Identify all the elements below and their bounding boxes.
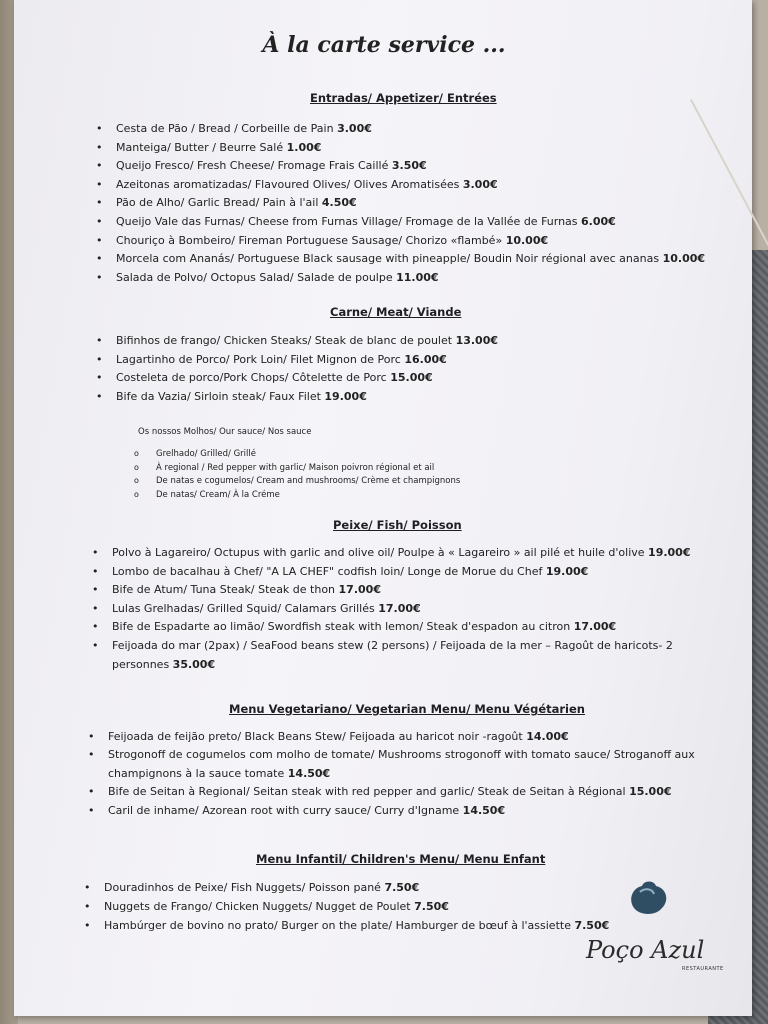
sauces-list <box>134 449 460 503</box>
infantil-list <box>84 878 609 935</box>
menu-item: • Bife de Seitan à Regional/ Seitan steak with red pepper and garlic/ Steak de Seitan à Régional 15.00€ <box>88 783 695 801</box>
section-heading-vegetariano: Menu Vegetariano/ Vegetarian Menu/ Menu Végétarien <box>229 702 585 716</box>
section-heading-entradas: Entradas/ Appetizer/ Entrées <box>310 91 497 105</box>
menu-title: À la carte service ... <box>262 32 506 58</box>
restaurant-logo-subtitle: RESTAURANTE <box>682 966 724 972</box>
restaurant-logo-name: Poço Azul <box>586 936 705 964</box>
menu-item: • Azeitonas aromatizadas/ Flavoured Olives/ Olives Aromatisées 3.00€ <box>96 176 705 195</box>
sauce-item: o De natas e cogumelos/ Cream and mushrooms/ Crème et champignons <box>134 476 460 490</box>
sauces-heading: Os nossos Molhos/ Our sauce/ Nos sauce <box>138 427 312 437</box>
menu-item: • Bifinhos de frango/ Chicken Steaks/ Steak de blanc de poulet 13.00€ <box>96 332 498 351</box>
menu-item: • Lulas Grelhadas/ Grilled Squid/ Calamars Grillés 17.00€ <box>92 600 691 619</box>
menu-item: • Feijoada de feijão preto/ Black Beans Stew/ Feijoada au haricot noir -ragoût 14.00€ <box>88 728 695 746</box>
carne-list <box>96 332 498 406</box>
menu-item: • Douradinhos de Peixe/ Fish Nuggets/ Poisson pané 7.50€ <box>84 878 609 897</box>
menu-item: • Costeleta de porco/Pork Chops/ Côtelette de Porc 15.00€ <box>96 369 498 388</box>
menu-item: • Cesta de Pão / Bread / Corbeille de Pain 3.00€ <box>96 120 705 139</box>
menu-item: • Strogonoff de cogumelos com molho de tomate/ Mushrooms strogonoff with tomato sauce/ Stroganoff aux champignons à la sauce tomate 14.50€ <box>88 746 695 783</box>
menu-item: • Salada de Polvo/ Octopus Salad/ Salade de poulpe 11.00€ <box>96 269 705 288</box>
peixe-list <box>92 544 691 674</box>
restaurant-logo-icon <box>626 878 670 918</box>
entradas-list <box>96 120 705 287</box>
section-heading-peixe: Peixe/ Fish/ Poisson <box>333 518 462 532</box>
menu-item: • Nuggets de Frango/ Chicken Nuggets/ Nugget de Poulet 7.50€ <box>84 897 609 916</box>
menu-item: • Hambúrger de bovino no prato/ Burger on the plate/ Hamburger de bœuf à l'assiette 7.50€ <box>84 916 609 935</box>
menu-item: • Polvo à Lagareiro/ Octupus with garlic and olive oil/ Poulpe à « Lagareiro » ail pilé et huile d'olive 19.00€ <box>92 544 691 563</box>
sauce-item: o Grelhado/ Grilled/ Grillé <box>134 449 460 463</box>
sauce-item: o De natas/ Cream/ À la Créme <box>134 490 460 504</box>
menu-item: • Bife de Espadarte ao limão/ Swordfish steak with lemon/ Steak d'espadon au citron 17.00€ <box>92 618 691 637</box>
menu-item: • Bife de Atum/ Tuna Steak/ Steak de thon 17.00€ <box>92 581 691 600</box>
sauce-item: o À regional / Red pepper with garlic/ Maison poivron régional et ail <box>134 463 460 477</box>
menu-item: • Queijo Fresco/ Fresh Cheese/ Fromage Frais Caillé 3.50€ <box>96 157 705 176</box>
menu-item: • Manteiga/ Butter / Beurre Salé 1.00€ <box>96 139 705 158</box>
section-heading-carne: Carne/ Meat/ Viande <box>330 305 462 319</box>
section-heading-infantil: Menu Infantil/ Children's Menu/ Menu Enfant <box>256 852 546 866</box>
menu-item: • Pão de Alho/ Garlic Bread/ Pain à l'ail 4.50€ <box>96 194 705 213</box>
vegetariano-list <box>88 728 695 820</box>
menu-item: • Lombo de bacalhau à Chef/ "A LA CHEF" codfish loin/ Longe de Morue du Chef 19.00€ <box>92 563 691 582</box>
menu-item: • Lagartinho de Porco/ Pork Loin/ Filet Mignon de Porc 16.00€ <box>96 351 498 370</box>
menu-item: • Caril de inhame/ Azorean root with curry sauce/ Curry d'Igname 14.50€ <box>88 802 695 820</box>
menu-item: • Morcela com Ananás/ Portuguese Black sausage with pineapple/ Boudin Noir régional avec ananas 10.00€ <box>96 250 705 269</box>
menu-item: • Feijoada do mar (2pax) / SeaFood beans stew (2 persons) / Feijoada de la mer – Ragoût de haricots- 2 personnes 35.00€ <box>92 637 691 674</box>
menu-item: • Queijo Vale das Furnas/ Cheese from Furnas Village/ Fromage de la Vallée de Furnas 6.00€ <box>96 213 705 232</box>
menu-item: • Bife da Vazia/ Sirloin steak/ Faux Filet 19.00€ <box>96 388 498 407</box>
menu-item: • Chouriço à Bombeiro/ Fireman Portuguese Sausage/ Chorizo «flambé» 10.00€ <box>96 232 705 251</box>
